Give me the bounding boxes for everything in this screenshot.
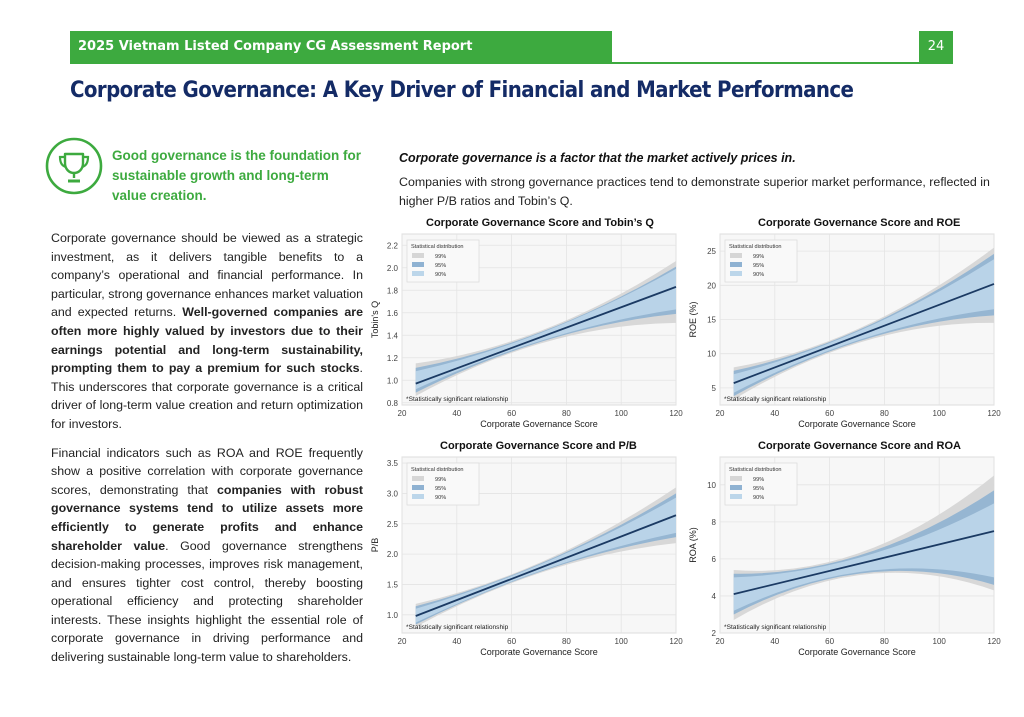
pb-legend-label-95: 95% [435,486,447,492]
pb-ylabel: P/B [370,537,380,553]
page-title: Corporate Governance: A Key Driver of Financial and Market Performance [70,78,854,103]
roa-xtick-label: 120 [987,637,1001,646]
roe-legend-swatch-99 [730,253,742,258]
chart-tobinsq-title: Corporate Governance Score and Tobin’s Q [426,217,654,229]
tobinsq-xtick-label: 100 [614,409,628,418]
tobinsq-ytick-label: 0.8 [386,398,398,408]
pb-legend-title: Statistical distribution [411,467,464,473]
roe-legend-label-99: 99% [753,254,765,260]
page-number: 24 [919,31,953,63]
pb-legend-swatch-90 [412,494,424,499]
roa-legend-swatch-99 [730,476,742,481]
tobinsq-ylabel: Tobin's Q [370,300,380,339]
roa-ytick-label: 8 [711,517,716,527]
tobinsq-annotation: *Statistically significant relationship [406,396,509,403]
tobinsq-xtick-label: 20 [397,409,407,418]
pb-legend-label-99: 99% [435,477,447,483]
pb-legend-label-90: 90% [435,495,447,501]
trophy-icon [44,136,104,196]
roe-xtick-label: 60 [825,409,835,418]
pb-xlabel: Corporate Governance Score [480,647,598,657]
roa-legend-title: Statistical distribution [729,467,782,473]
pb-ytick-label: 3.0 [386,489,398,499]
roa-xtick-label: 40 [770,637,780,646]
tobinsq-xtick-label: 60 [507,409,517,418]
pb-ytick-label: 2.5 [386,519,398,529]
tobinsq-ytick-label: 1.8 [386,286,398,296]
body-paragraph-2 [51,444,363,667]
roe-xtick-label: 100 [932,409,946,418]
body-p2-text-c: . Good governance strengthens decision-making processes, improves risk management, and ensures tighter cost control, thereby boosting operational efficiency and protecting shareholder interests. These insights highlight the essential role of corporate governance in driving performance and delivering sustainable long-term value to shareholders. [51,538,363,665]
pb-xtick-label: 60 [507,637,517,646]
right-intro-text: Companies with strong governance practices tend to demonstrate superior market performance, reflected in higher P/B ratios and Tobin’s Q. [399,175,990,208]
pb-xtick-label: 100 [614,637,628,646]
pb-xtick-label: 80 [561,637,571,646]
roe-legend-title: Statistical distribution [729,244,782,250]
chart-tobinsq [366,230,686,430]
pb-ytick-label: 1.0 [386,610,398,620]
roe-ylabel: ROE (%) [688,301,698,338]
body-p2-text-a: Financial indicators such as ROA and ROE frequently show a positive correlation with corporate governance scores, demonstrating that [51,445,363,497]
roa-xtick-label: 60 [825,637,835,646]
body-p2-bold: companies with robust governance systems tend to utilize assets more efficiently to generate profits and enhance shareholder value [51,482,363,553]
roe-legend-label-90: 90% [753,272,765,278]
roa-legend-swatch-90 [730,494,742,499]
roe-legend-swatch-90 [730,271,742,276]
header-rule [70,62,953,64]
body-paragraph-1 [51,229,363,434]
tobinsq-legend-label-95: 95% [435,263,447,269]
roe-legend-swatch-95 [730,262,742,267]
right-subheading: Corporate governance is a factor that the market actively prices in. [399,151,796,165]
tobinsq-legend-swatch-99 [412,253,424,258]
tobinsq-ytick-label: 1.4 [386,331,398,341]
tobinsq-xtick-label: 80 [561,409,571,418]
body-p1-text-c: . This underscores that corporate governance is a critical driver of long-term value creation and return optimization for investors. [51,361,363,431]
chart-pb [366,453,686,658]
pb-ytick-label: 1.5 [386,580,398,590]
roe-xtick-label: 20 [715,409,725,418]
tobinsq-legend-swatch-95 [412,262,424,267]
roa-xtick-label: 20 [715,637,725,646]
roa-xtick-label: 80 [879,637,889,646]
roe-xtick-label: 80 [879,409,889,418]
chart-pb-title: Corporate Governance Score and P/B [440,440,637,452]
pb-ytick-label: 2.0 [386,550,398,560]
roe-ytick-label: 5 [711,383,716,393]
pb-legend-swatch-99 [412,476,424,481]
roe-ytick-label: 10 [707,349,716,359]
pb-xtick-label: 120 [669,637,683,646]
tobinsq-xlabel: Corporate Governance Score [480,419,598,429]
tobinsq-ytick-label: 2.2 [386,241,398,251]
tobinsq-xtick-label: 120 [669,409,683,418]
pb-annotation: *Statistically significant relationship [406,624,509,631]
chart-roe-title: Corporate Governance Score and ROE [758,217,961,229]
roa-ylabel: ROA (%) [688,527,698,563]
chart-roa [684,453,1004,658]
roa-legend-label-90: 90% [753,495,765,501]
pb-xtick-label: 20 [397,637,407,646]
tobinsq-xtick-label: 40 [452,409,462,418]
report-header-title: 2025 Vietnam Listed Company CG Assessment Report [70,31,612,63]
roe-ytick-label: 25 [707,247,716,257]
roa-legend-label-99: 99% [753,477,765,483]
roe-annotation: *Statistically significant relationship [724,396,827,403]
pb-xtick-label: 40 [452,637,462,646]
body-p1-text-a: Corporate governance should be viewed as a strategic investment, as it delivers tangible benefits to a company’s operational and financial performance. In particular, strong governance enhances market valuation and expected returns. [51,231,363,320]
tagline: Good governance is the foundation for sustainable growth and long-term value creation. [112,148,362,203]
roe-ytick-label: 15 [707,315,716,325]
tobinsq-legend-swatch-90 [412,271,424,276]
roe-legend-label-95: 95% [753,263,765,269]
roa-xlabel: Corporate Governance Score [798,647,916,657]
roe-xlabel: Corporate Governance Score [798,419,916,429]
roa-legend-label-95: 95% [753,486,765,492]
roa-ytick-label: 6 [711,554,716,564]
tobinsq-ytick-label: 1.2 [386,353,398,363]
tobinsq-ytick-label: 2.0 [386,263,398,273]
tobinsq-ytick-label: 1.6 [386,308,398,318]
roa-legend-swatch-95 [730,485,742,490]
pb-ytick-label: 3.5 [386,459,398,469]
roa-ytick-label: 10 [707,480,716,490]
body-p1-bold: Well-governed companies are often more highly valued by investors due to their earnings potential and long-term sustainability, prompting them to pay a premium for such stocks [51,305,363,376]
roe-ytick-label: 20 [707,281,716,291]
tobinsq-ytick-label: 1.0 [386,376,398,386]
roa-ytick-label: 4 [711,591,716,601]
roa-annotation: *Statistically significant relationship [724,624,827,631]
chart-roa-title: Corporate Governance Score and ROA [758,440,961,452]
roa-ytick-label: 2 [711,629,716,638]
roe-xtick-label: 120 [987,409,1001,418]
tobinsq-legend-label-99: 99% [435,254,447,260]
tobinsq-legend-label-90: 90% [435,272,447,278]
chart-roe [684,230,1004,430]
body-text [51,229,363,677]
tobinsq-legend-title: Statistical distribution [411,244,464,250]
roa-xtick-label: 100 [932,637,946,646]
pb-legend-swatch-95 [412,485,424,490]
roe-xtick-label: 40 [770,409,780,418]
